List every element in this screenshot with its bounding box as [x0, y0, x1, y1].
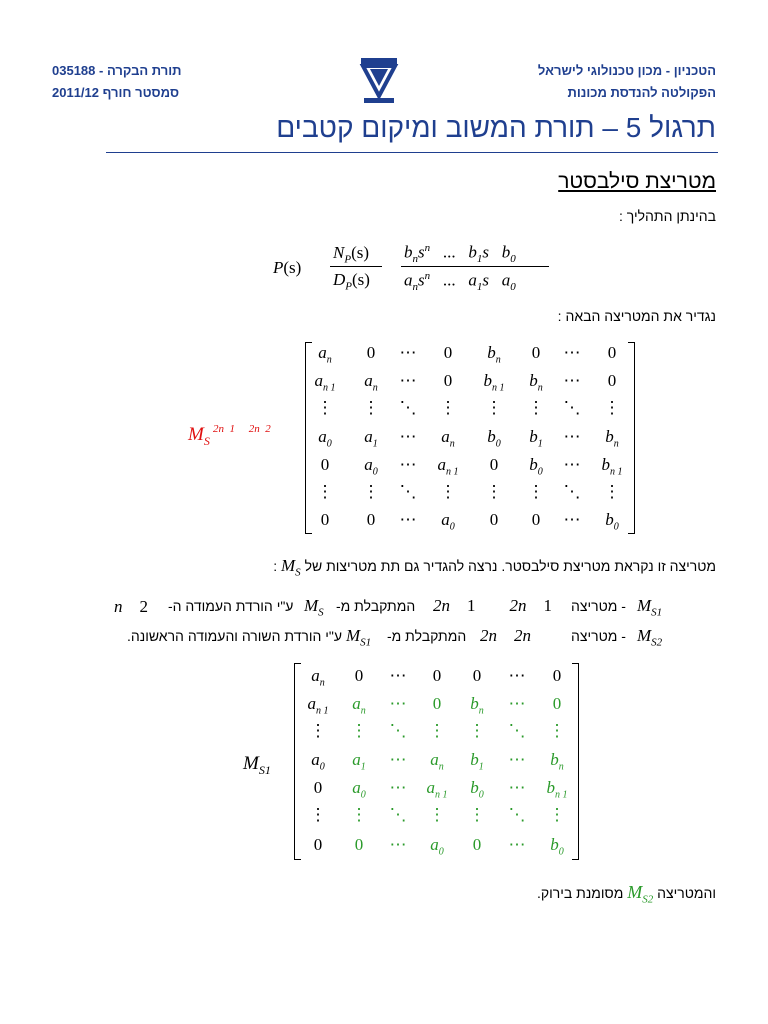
matrix-cell: ⋮: [603, 482, 621, 501]
matrix-cell: ⋱: [508, 721, 526, 740]
matrix-cell: ⋮: [439, 398, 457, 417]
matrix-cell: ⋱: [563, 398, 581, 417]
matrix-cell: $a_n$: [318, 343, 332, 366]
matrix-cell: $b_0$: [487, 427, 501, 450]
matrix-cell: $a_0$: [441, 510, 455, 533]
technion-logo: [358, 56, 400, 106]
matrix-cell: ⋮: [428, 805, 446, 824]
matrix-cell: $a_{n 1}$: [314, 371, 336, 394]
matrix-cell: 0: [354, 835, 364, 854]
ms1-matrix-text: - מטריצה: [571, 598, 626, 614]
matrix-cell: ⋯: [389, 835, 407, 854]
matrix-cell: ⋯: [508, 694, 526, 713]
matrix1-right-bracket: [628, 342, 635, 534]
matrix-cell: ⋱: [508, 805, 526, 824]
matrix-cell: ⋯: [399, 371, 417, 390]
matrix-cell: ⋯: [389, 778, 407, 797]
matrix-cell: ⋯: [508, 666, 526, 685]
matrix2-left-bracket: [294, 663, 301, 860]
matrix-cell: ⋯: [563, 427, 581, 446]
matrix-cell: 0: [443, 343, 453, 362]
matrix-cell: 0: [432, 666, 442, 685]
matrix-cell: $b_n$: [487, 343, 501, 366]
matrix-cell: $a_0$: [352, 778, 366, 801]
matrix-cell: $b_0$: [470, 778, 484, 801]
page-title: תרגול 5 – תורת המשוב ומיקום קטבים: [276, 112, 716, 143]
matrix-cell: $b_n$: [550, 750, 564, 773]
final-text: והמטריצה $M_{S2}$ מסומנת בירוק.: [536, 882, 716, 906]
matrix-cell: ⋮: [468, 721, 486, 740]
matrix-cell: ⋯: [399, 510, 417, 529]
numerator-polynomial: $b_ns^n$ ... $b_1s$ $b_0$: [404, 242, 516, 266]
matrix-cell: 0: [531, 343, 541, 362]
matrix-cell: ⋯: [399, 343, 417, 362]
ms2-col-text: ע"י הורדת השורה והעמודה הראשונה.: [127, 628, 343, 644]
matrix-cell: $b_1$: [529, 427, 543, 450]
matrix-cell: 0: [472, 835, 482, 854]
matrix-cell: $b_0$: [605, 510, 619, 533]
matrix-cell: $a_n$: [430, 750, 444, 773]
matrix-cell: ⋮: [316, 482, 334, 501]
matrix-cell: ⋯: [563, 455, 581, 474]
matrix-cell: ⋱: [399, 398, 417, 417]
sylvester-description: מטריצה זו נקראת מטריצת סילבסטר. נרצה להגדיר גם תת מטריצות של $M_S$ :: [273, 556, 716, 579]
matrix-cell: 0: [313, 835, 323, 854]
define-matrix-text: נגדיר את המטריצה הבאה :: [557, 308, 716, 324]
matrix-cell: ⋮: [548, 721, 566, 740]
matrix-cell: ⋯: [563, 371, 581, 390]
fraction-bar-1: [330, 266, 382, 267]
ms-dimensions: 2n 1 2n 2: [213, 423, 271, 435]
matrix-cell: ⋯: [389, 750, 407, 769]
matrix-cell: $b_{n 1}$: [601, 455, 623, 478]
matrix-cell: ⋮: [439, 482, 457, 501]
matrix-cell: ⋮: [362, 482, 380, 501]
course-name: תורת הבקרה - 035188: [52, 63, 182, 78]
matrix-cell: $a_n$: [441, 427, 455, 450]
matrix-cell: ⋮: [485, 482, 503, 501]
matrix-cell: ⋮: [468, 805, 486, 824]
matrix-cell: ⋮: [603, 398, 621, 417]
faculty-name: הפקולטה להנדסת מכונות: [567, 85, 716, 100]
matrix-cell: ⋮: [309, 721, 327, 740]
matrix-cell: $a_0$: [364, 455, 378, 478]
ms1-matrix-label: $M_{S1}$: [243, 753, 271, 777]
matrix-cell: ⋱: [389, 805, 407, 824]
denominator-polynomial: $a_ns^n$ ... $a_1s$ $a_0$: [404, 270, 516, 294]
matrix-cell: 0: [531, 510, 541, 529]
matrix-cell: $b_0$: [529, 455, 543, 478]
section-heading: מטריצת סילבסטר: [558, 170, 716, 193]
matrix-cell: 0: [489, 510, 499, 529]
fraction-bar-2: [401, 266, 549, 267]
given-process-text: בהינתן התהליך :: [619, 208, 716, 224]
matrix-cell: $b_n$: [529, 371, 543, 394]
matrix-cell: 0: [366, 343, 376, 362]
matrix-cell: ⋯: [563, 343, 581, 362]
matrix-cell: $a_{n 1}$: [307, 694, 329, 717]
ms1-col-text: ע"י הורדת העמודה ה-: [168, 598, 294, 614]
matrix-cell: 0: [472, 666, 482, 685]
matrix1-left-bracket: [305, 342, 312, 534]
matrix-cell: 0: [552, 694, 562, 713]
denominator-dp: $D_P(s)$: [333, 270, 370, 293]
numerator-np: $N_P(s)$: [333, 243, 370, 266]
matrix-cell: 0: [432, 694, 442, 713]
matrix-cell: ⋮: [548, 805, 566, 824]
matrix-cell: $b_n$: [470, 694, 484, 717]
matrix-cell: $b_{n 1}$: [483, 371, 505, 394]
matrix-cell: $a_0$: [430, 835, 444, 858]
matrix-cell: 0: [552, 666, 562, 685]
matrix-cell: ⋮: [309, 805, 327, 824]
matrix-cell: ⋮: [485, 398, 503, 417]
matrix-cell: $a_n$: [364, 371, 378, 394]
matrix-cell: $b_0$: [550, 835, 564, 858]
matrix-cell: $a_{n 1}$: [437, 455, 459, 478]
matrix-cell: ⋯: [399, 455, 417, 474]
matrix-cell: ⋱: [399, 482, 417, 501]
matrix-cell: $a_0$: [311, 750, 325, 773]
matrix-cell: 0: [366, 510, 376, 529]
ms2-from-text: המתקבלת מ-: [387, 628, 467, 644]
institution-name: הטכניון - מכון טכנולוגי לישראל: [537, 63, 716, 78]
matrix-cell: 0: [607, 343, 617, 362]
matrix-cell: 0: [443, 371, 453, 390]
matrix-cell: 0: [354, 666, 364, 685]
matrix-cell: $a_1$: [352, 750, 366, 773]
matrix-cell: ⋯: [399, 427, 417, 446]
matrix-cell: ⋮: [527, 398, 545, 417]
matrix-cell: $a_n$: [311, 666, 325, 689]
matrix-cell: ⋮: [350, 805, 368, 824]
ms-inline-1: $M_S$: [304, 596, 324, 619]
matrix-cell: $a_1$: [364, 427, 378, 450]
matrix-cell: ⋯: [508, 835, 526, 854]
matrix-cell: $a_n$: [352, 694, 366, 717]
matrix-cell: ⋯: [389, 666, 407, 685]
ms1-size: 2n 1 2n 1: [433, 596, 552, 615]
matrix-cell: 0: [320, 510, 330, 529]
ms2-label: $M_{S2}$: [637, 626, 663, 649]
matrix-cell: ⋮: [350, 721, 368, 740]
semester: סמסטר חורף 2011/12: [52, 85, 180, 100]
matrix-cell: $a_{n 1}$: [426, 778, 448, 801]
transfer-function-lhs: P(s): [273, 258, 302, 277]
matrix-cell: 0: [489, 455, 499, 474]
ms1-label: $M_{S1}$: [637, 596, 663, 619]
matrix-cell: $b_1$: [470, 750, 484, 773]
matrix-cell: ⋱: [389, 721, 407, 740]
matrix-cell: ⋯: [389, 694, 407, 713]
matrix-cell: ⋮: [527, 482, 545, 501]
ms2-matrix-text: - מטריצה: [571, 628, 626, 644]
matrix-cell: 0: [320, 455, 330, 474]
matrix-cell: 0: [607, 371, 617, 390]
matrix-cell: 0: [313, 778, 323, 797]
matrix-cell: ⋮: [316, 398, 334, 417]
ms1-from-text: המתקבלת מ-: [336, 598, 416, 614]
matrix-cell: $a_0$: [318, 427, 332, 450]
ms-label: $M_S$: [188, 424, 210, 448]
matrix-cell: $b_{n 1}$: [546, 778, 568, 801]
matrix-cell: $b_n$: [605, 427, 619, 450]
matrix-cell: ⋯: [563, 510, 581, 529]
ms1-column-index: n 2: [114, 597, 148, 616]
matrix2-right-bracket: [572, 663, 579, 860]
ms-s1-inline: $M_{S1}$: [346, 626, 372, 649]
ms2-size: 2n 2n: [480, 626, 531, 645]
matrix-cell: ⋯: [508, 778, 526, 797]
title-rule: [106, 152, 718, 153]
matrix-cell: ⋯: [508, 750, 526, 769]
matrix-cell: ⋮: [362, 398, 380, 417]
matrix-cell: ⋱: [563, 482, 581, 501]
matrix-cell: ⋮: [428, 721, 446, 740]
